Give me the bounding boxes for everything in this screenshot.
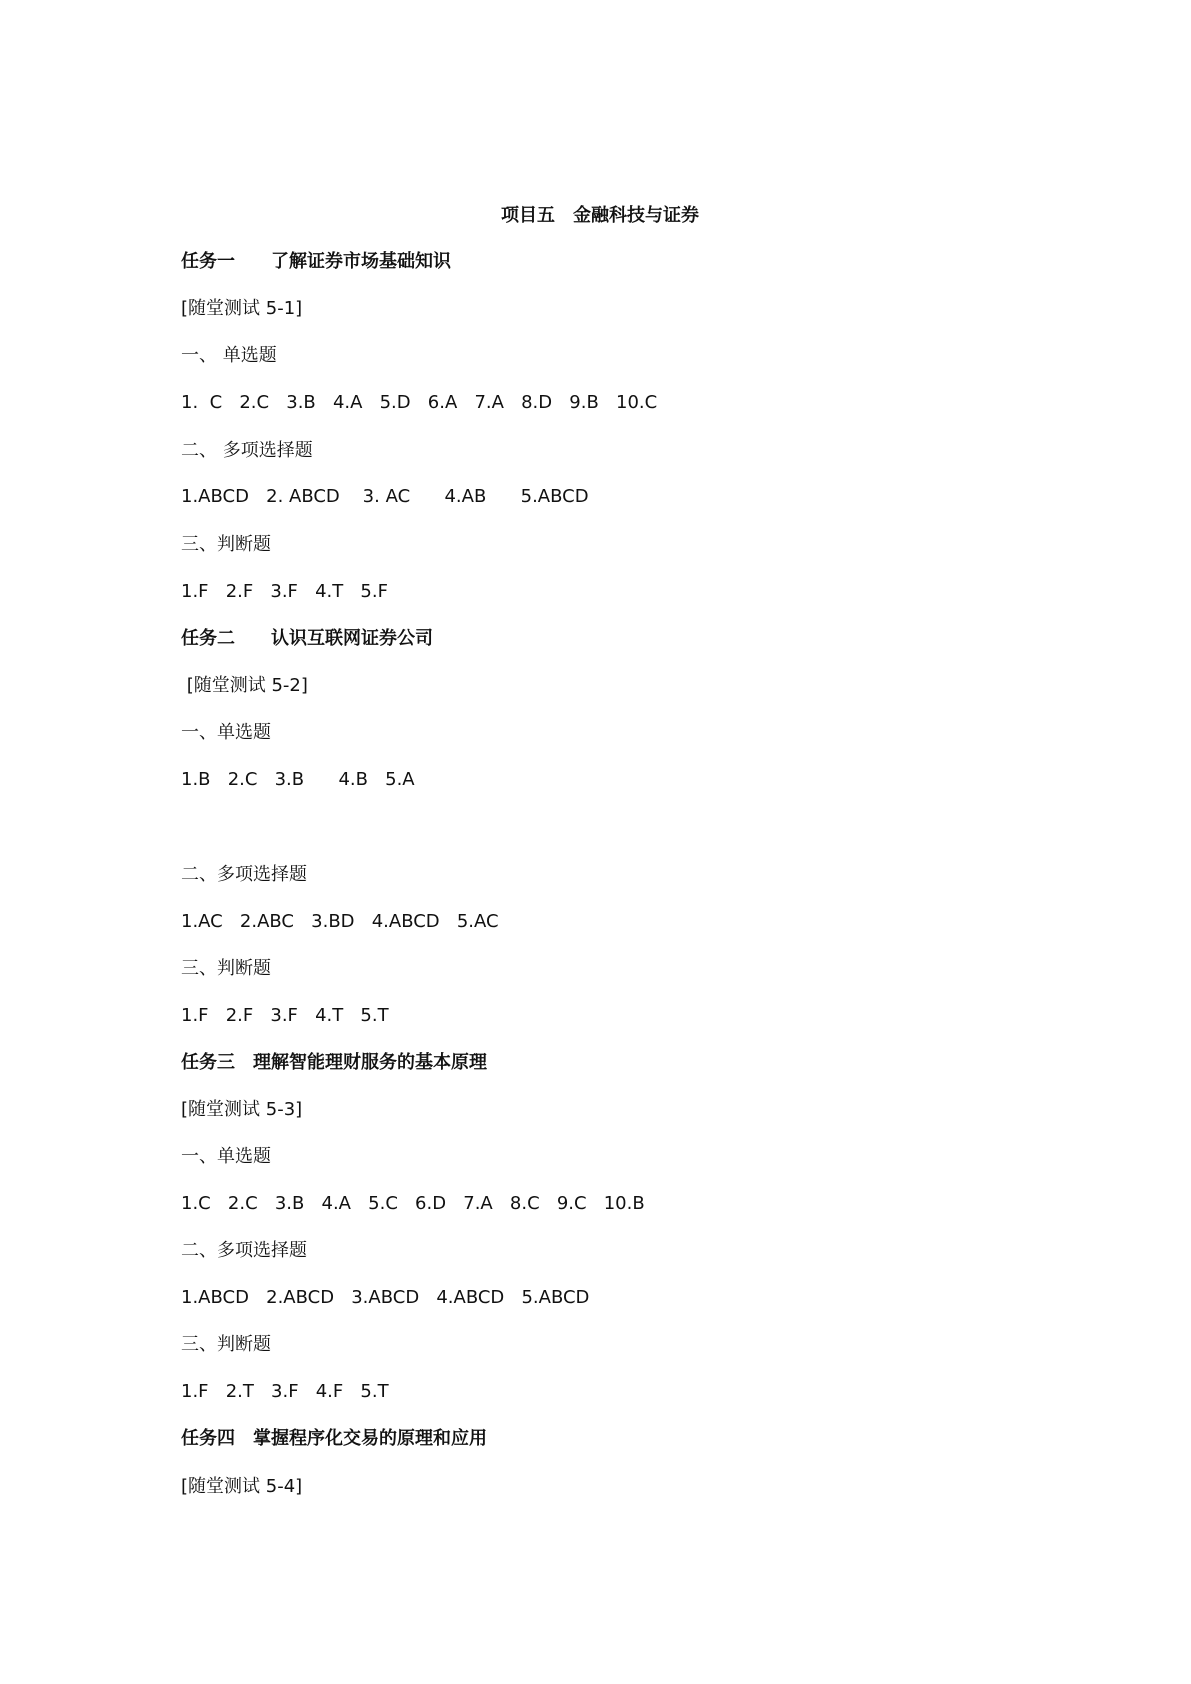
task-2-section-1-answers: 1.B 2.C 3.B 4.B 5.A bbox=[181, 769, 415, 790]
task-4-test-label: [随堂测试 5-4] bbox=[181, 1476, 303, 1497]
task-1-section-2-answers: 1.ABCD 2. ABCD 3. AC 4.AB 5.ABCD bbox=[181, 486, 589, 507]
task-1-section-1-answers: 1. C 2.C 3.B 4.A 5.D 6.A 7.A 8.D 9.B 10.C bbox=[181, 392, 658, 413]
task-2-section-2-label: 二、多项选择题 bbox=[181, 864, 307, 885]
document-title: 项目五 金融科技与证券 bbox=[501, 205, 699, 226]
task-1-section-3-answers: 1.F 2.F 3.F 4.T 5.F bbox=[181, 581, 388, 602]
task-1-heading: 任务一 了解证券市场基础知识 bbox=[181, 251, 451, 272]
task-2-section-2-answers: 1.AC 2.ABC 3.BD 4.ABCD 5.AC bbox=[181, 911, 499, 932]
task-3-section-1-label: 一、单选题 bbox=[181, 1146, 271, 1167]
task-2-section-3-answers: 1.F 2.F 3.F 4.T 5.T bbox=[181, 1005, 389, 1026]
task-4-heading: 任务四 掌握程序化交易的原理和应用 bbox=[181, 1428, 487, 1449]
task-3-test-label: [随堂测试 5-3] bbox=[181, 1099, 303, 1120]
task-1-section-3-label: 三、判断题 bbox=[181, 534, 271, 555]
task-2-test-label: [随堂测试 5-2] bbox=[181, 675, 308, 696]
task-3-section-1-answers: 1.C 2.C 3.B 4.A 5.C 6.D 7.A 8.C 9.C 10.B bbox=[181, 1193, 645, 1214]
task-2-section-1-label: 一、单选题 bbox=[181, 722, 271, 743]
task-3-heading: 任务三 理解智能理财服务的基本原理 bbox=[181, 1052, 487, 1073]
task-3-section-2-label: 二、多项选择题 bbox=[181, 1240, 307, 1261]
task-2-heading: 任务二 认识互联网证券公司 bbox=[181, 628, 433, 649]
task-1-section-2-label: 二、 多项选择题 bbox=[181, 440, 313, 461]
task-2-section-3-label: 三、判断题 bbox=[181, 958, 271, 979]
task-3-section-3-label: 三、判断题 bbox=[181, 1334, 271, 1355]
task-1-section-1-label: 一、 单选题 bbox=[181, 345, 277, 366]
task-1-test-label: [随堂测试 5-1] bbox=[181, 298, 303, 319]
task-3-section-2-answers: 1.ABCD 2.ABCD 3.ABCD 4.ABCD 5.ABCD bbox=[181, 1287, 590, 1308]
task-3-section-3-answers: 1.F 2.T 3.F 4.F 5.T bbox=[181, 1381, 389, 1402]
